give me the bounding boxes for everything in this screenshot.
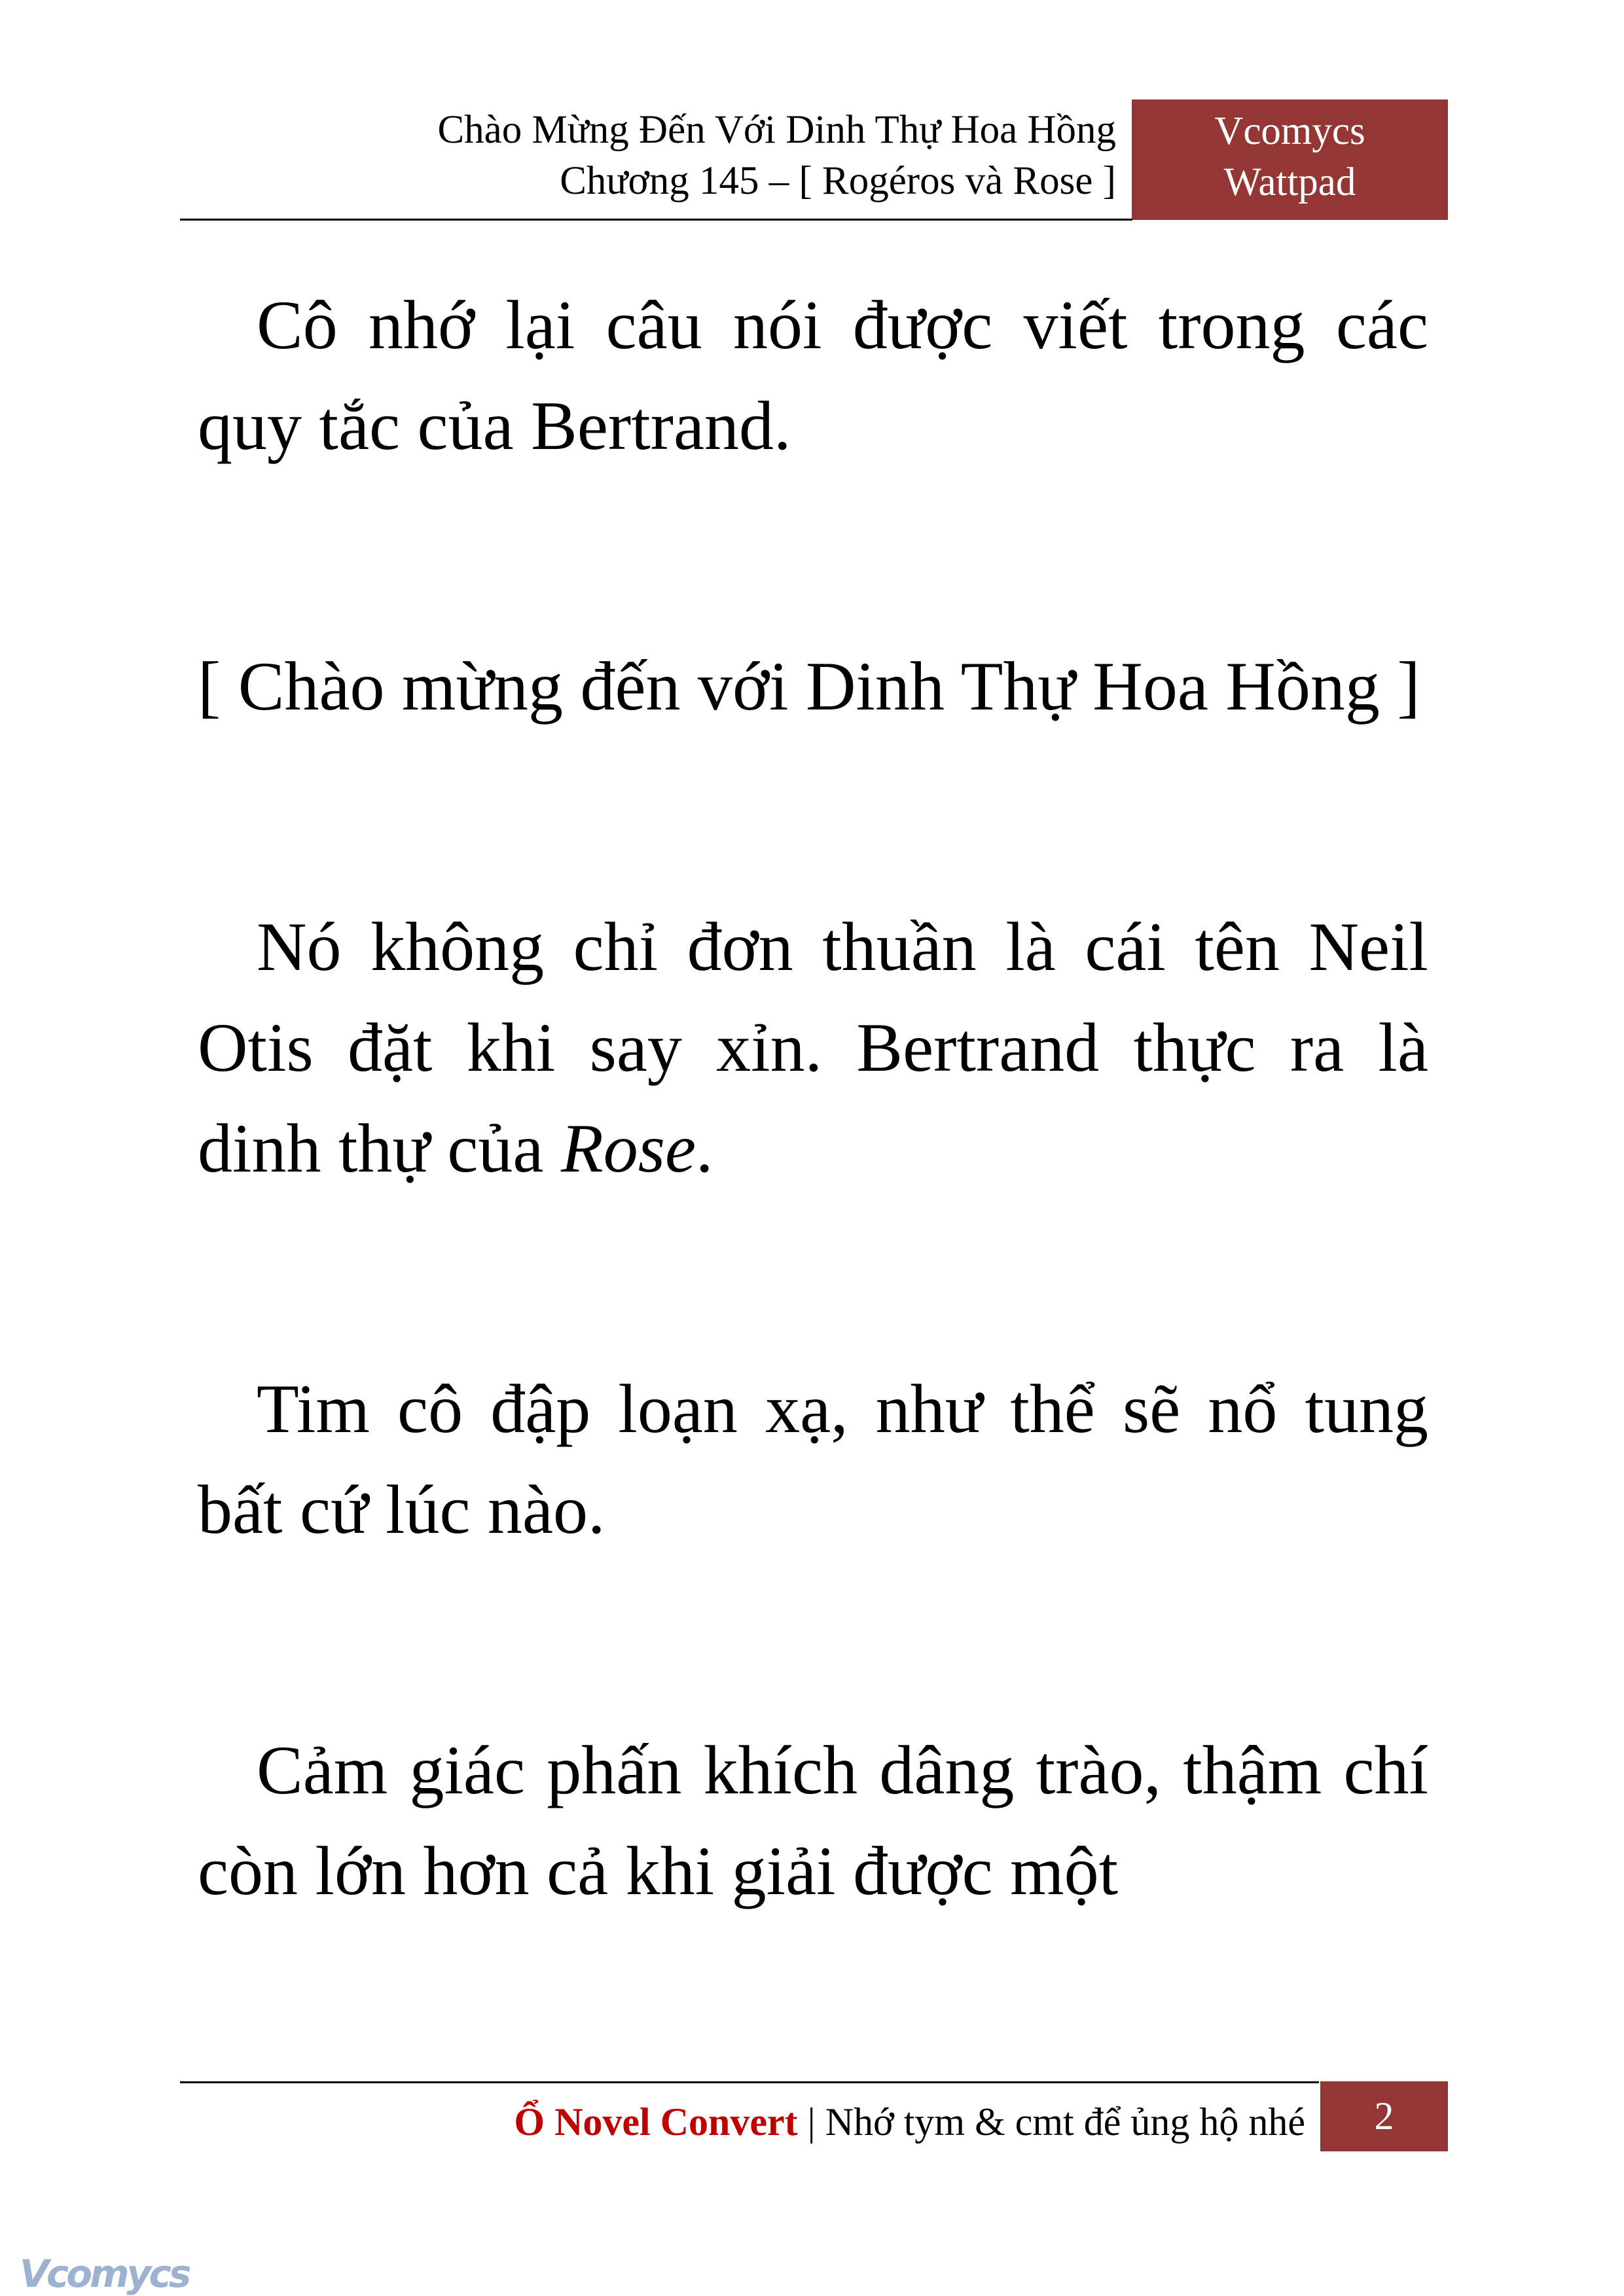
paragraph-2: [ Chào mừng đến với Dinh Thự Hoa Hồng ] — [198, 648, 1420, 725]
badge-platform: Wattpad — [1223, 160, 1356, 204]
paragraph-1: Cô nhớ lại câu nói được viết trong các quy tắc của Bertrand. — [198, 287, 1428, 464]
book-title: Chào Mừng Đến Với Dinh Thự Hoa Hồng — [437, 108, 1116, 152]
footer-brand: Ổ Novel Convert — [514, 2100, 798, 2144]
badge-site: Vcomycs — [1214, 109, 1365, 153]
page-footer — [514, 2096, 1305, 2148]
source-badge — [1132, 99, 1448, 220]
page-number: 2 — [1320, 2081, 1448, 2151]
page-content — [198, 275, 1428, 2081]
header-divider — [180, 219, 1132, 221]
chapter-title: Chương 145 – [ Rogéros và Rose ] — [560, 159, 1116, 203]
paragraph-5: Cảm giác phấn khích dâng trào, thậm chí còn lớn hơn cả khi giải được một — [198, 1732, 1428, 1909]
paragraph-3 — [198, 897, 1428, 1199]
paragraph-3-text: Nó không chỉ đơn thuần là cái tên Neil Otis đặt khi say xỉn. Bertrand thực ra là dinh thự của — [198, 908, 1428, 1187]
paragraph-3-end: . — [696, 1110, 713, 1187]
paragraph-3-emphasis: Rose — [560, 1110, 696, 1187]
footer-divider — [180, 2081, 1319, 2083]
paragraph-4: Tim cô đập loạn xạ, như thể sẽ nổ tung bất cứ lúc nào. — [198, 1371, 1428, 1548]
header-title — [438, 105, 1117, 207]
footer-separator: | — [797, 2100, 825, 2144]
footer-message: Nhớ tym & cmt để ủng hộ nhé — [825, 2100, 1305, 2144]
watermark-logo: Vcomycs — [20, 2251, 189, 2296]
page-header — [180, 99, 1448, 220]
